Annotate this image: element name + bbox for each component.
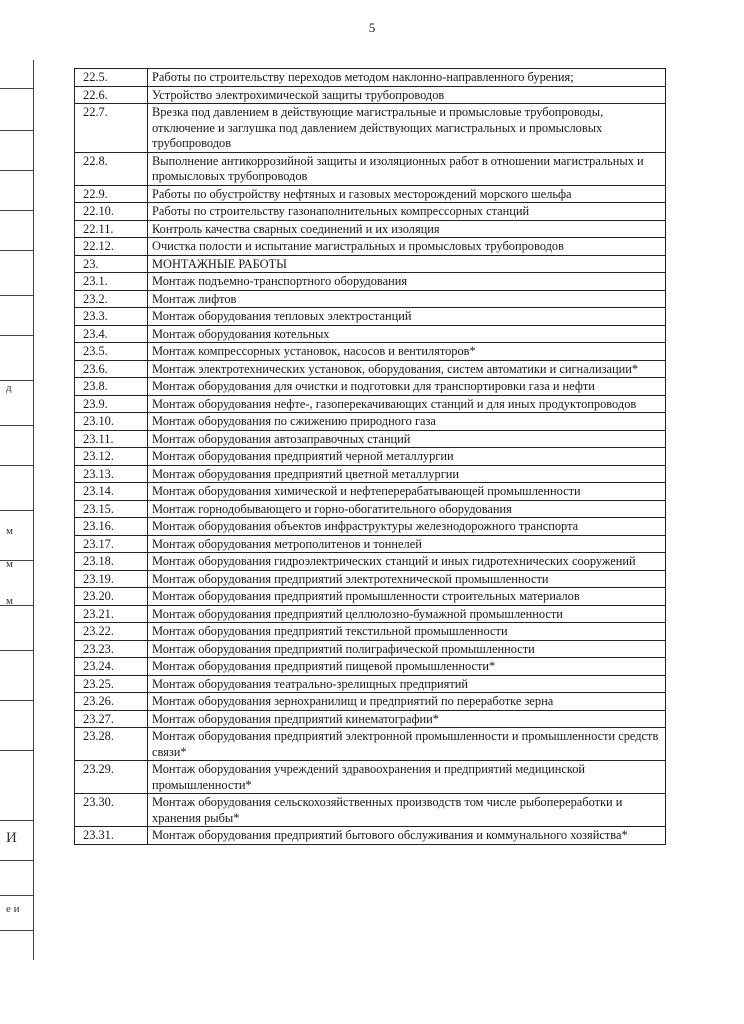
item-number: 23.8. — [75, 378, 148, 396]
table-row — [75, 693, 666, 711]
bleed-char: И — [6, 830, 17, 846]
item-description: Монтаж оборудования предприятий электронной промышленности и промышленности средств связи* — [148, 728, 666, 761]
item-number: 23.19. — [75, 570, 148, 588]
item-number: 22.9. — [75, 185, 148, 203]
bleed-line — [0, 510, 34, 511]
bleed-line — [0, 465, 34, 466]
table-row — [75, 255, 666, 273]
table-row — [75, 238, 666, 256]
item-description: Монтаж оборудования предприятий электротехнической промышленности — [148, 570, 666, 588]
item-description: Монтаж оборудования предприятий черной металлургии — [148, 448, 666, 466]
item-number: 23.6. — [75, 360, 148, 378]
item-description: Монтаж оборудования по сжижению природного газа — [148, 413, 666, 431]
table-row — [75, 325, 666, 343]
item-description: Монтаж электротехнических установок, оборудования, систем автоматики и сигнализации* — [148, 360, 666, 378]
item-number: 23.21. — [75, 605, 148, 623]
item-number: 23.23. — [75, 640, 148, 658]
item-description: Работы по строительству переходов методом наклонно-направленного бурения; — [148, 69, 666, 87]
item-description: Монтаж оборудования химической и нефтеперерабатывающей промышленности — [148, 483, 666, 501]
page-number: 5 — [368, 20, 376, 35]
item-description: Монтаж оборудования предприятий пищевой промышленности* — [148, 658, 666, 676]
item-number: 23.20. — [75, 588, 148, 606]
bleed-line — [0, 700, 34, 701]
table-row — [75, 308, 666, 326]
works-table — [74, 68, 666, 845]
item-number: 23.4. — [75, 325, 148, 343]
item-description: Монтаж оборудования автозаправочных станций — [148, 430, 666, 448]
bleed-line — [0, 380, 34, 381]
table-row — [75, 794, 666, 827]
item-description: Работы по строительству газонаполнительных компрессорных станций — [148, 203, 666, 221]
item-description: Очистка полости и испытание магистральных и промысловых трубопроводов — [148, 238, 666, 256]
item-description: Монтаж оборудования предприятий целлюлозно-бумажной промышленности — [148, 605, 666, 623]
item-description: Монтаж оборудования предприятий текстильной промышленности — [148, 623, 666, 641]
item-description: Врезка под давлением в действующие магистральные и промысловые трубопроводы, отключение и заглушка под давлением действующих магистральных и промысловых трубопроводов — [148, 104, 666, 153]
item-description: МОНТАЖНЫЕ РАБОТЫ — [148, 255, 666, 273]
item-number: 22.5. — [75, 69, 148, 87]
item-number: 23.3. — [75, 308, 148, 326]
table-row — [75, 430, 666, 448]
bleed-line — [0, 820, 34, 821]
item-description: Монтаж оборудования сельскохозяйственных производств том числе рыбопереработки и хранения рыбы* — [148, 794, 666, 827]
bleed-line — [0, 750, 34, 751]
table-row — [75, 553, 666, 571]
table-row — [75, 710, 666, 728]
item-description: Монтаж оборудования тепловых электростанций — [148, 308, 666, 326]
item-description: Монтаж горнодобывающего и горно-обогатительного оборудования — [148, 500, 666, 518]
item-description: Монтаж оборудования объектов инфраструктуры железнодорожного транспорта — [148, 518, 666, 536]
item-description: Монтаж оборудования предприятий промышленности строительных материалов — [148, 588, 666, 606]
item-description: Монтаж оборудования предприятий полиграфической промышленности — [148, 640, 666, 658]
bleed-char: д — [6, 382, 12, 394]
item-description: Монтаж оборудования гидроэлектрических станций и иных гидротехнических сооружений — [148, 553, 666, 571]
bleed-char: м — [6, 595, 13, 607]
item-description: Монтаж оборудования предприятий бытового обслуживания и коммунального хозяйства* — [148, 827, 666, 845]
item-number: 23.18. — [75, 553, 148, 571]
item-description: Контроль качества сварных соединений и их изоляция — [148, 220, 666, 238]
item-description: Выполнение антикоррозийной защиты и изоляционных работ в отношении магистральных и промысловых трубопроводов — [148, 152, 666, 185]
table-row — [75, 675, 666, 693]
table-row — [75, 273, 666, 291]
item-number: 23.26. — [75, 693, 148, 711]
table-row — [75, 104, 666, 153]
table-row — [75, 152, 666, 185]
table-row — [75, 535, 666, 553]
item-description: Работы по обустройству нефтяных и газовых месторождений морского шельфа — [148, 185, 666, 203]
item-number: 22.6. — [75, 86, 148, 104]
bleed-line — [0, 425, 34, 426]
item-number: 23.15. — [75, 500, 148, 518]
item-description: Монтаж компрессорных установок, насосов и вентиляторов* — [148, 343, 666, 361]
item-number: 23.13. — [75, 465, 148, 483]
bleed-char: е и — [6, 903, 20, 915]
table-row — [75, 395, 666, 413]
item-number: 23.24. — [75, 658, 148, 676]
table-row — [75, 185, 666, 203]
table-row — [75, 761, 666, 794]
item-description: Монтаж оборудования предприятий цветной металлургии — [148, 465, 666, 483]
item-number: 23.12. — [75, 448, 148, 466]
item-number: 23.14. — [75, 483, 148, 501]
bleed-line — [0, 130, 34, 131]
table-row — [75, 588, 666, 606]
bleed-char: м — [6, 558, 13, 570]
item-description: Монтаж оборудования нефте-, газоперекачивающих станций и для иных продуктопроводов — [148, 395, 666, 413]
table-row — [75, 378, 666, 396]
bleed-line — [0, 895, 34, 896]
item-number: 23.27. — [75, 710, 148, 728]
item-number: 23. — [75, 255, 148, 273]
item-number: 22.7. — [75, 104, 148, 153]
table-row — [75, 500, 666, 518]
table-row — [75, 343, 666, 361]
table-row — [75, 623, 666, 641]
bleed-line — [0, 88, 34, 89]
bleed-line — [0, 250, 34, 251]
table-row — [75, 413, 666, 431]
item-description: Монтаж оборудования зернохранилищ и предприятий по переработке зерна — [148, 693, 666, 711]
table-row — [75, 360, 666, 378]
table-row — [75, 86, 666, 104]
item-description: Монтаж оборудования котельных — [148, 325, 666, 343]
item-number: 23.17. — [75, 535, 148, 553]
bleed-line — [0, 170, 34, 171]
table-row — [75, 483, 666, 501]
table-row — [75, 220, 666, 238]
table-row — [75, 448, 666, 466]
item-description: Монтаж оборудования предприятий кинематографии* — [148, 710, 666, 728]
item-description: Монтаж оборудования театрально-зрелищных предприятий — [148, 675, 666, 693]
item-number: 23.16. — [75, 518, 148, 536]
item-number: 23.31. — [75, 827, 148, 845]
table-row — [75, 640, 666, 658]
item-description: Монтаж оборудования для очистки и подготовки для транспортировки газа и нефти — [148, 378, 666, 396]
bleed-line — [0, 295, 34, 296]
item-number: 23.1. — [75, 273, 148, 291]
item-number: 23.9. — [75, 395, 148, 413]
table-row — [75, 827, 666, 845]
item-description: Монтаж оборудования метрополитенов и тоннелей — [148, 535, 666, 553]
table-row — [75, 203, 666, 221]
item-description: Монтаж оборудования учреждений здравоохранения и предприятий медицинской промышленности* — [148, 761, 666, 794]
item-description: Монтаж подъемно-транспортного оборудования — [148, 273, 666, 291]
item-number: 23.11. — [75, 430, 148, 448]
table-row — [75, 290, 666, 308]
item-description: Монтаж лифтов — [148, 290, 666, 308]
item-number: 23.25. — [75, 675, 148, 693]
table-row — [75, 658, 666, 676]
item-number: 22.12. — [75, 238, 148, 256]
item-number: 23.5. — [75, 343, 148, 361]
item-number: 23.28. — [75, 728, 148, 761]
bleed-line — [0, 860, 34, 861]
item-description: Устройство электрохимической защиты трубопроводов — [148, 86, 666, 104]
item-number: 23.30. — [75, 794, 148, 827]
item-number: 23.2. — [75, 290, 148, 308]
table-row — [75, 69, 666, 87]
bleed-line — [0, 930, 34, 931]
table-row — [75, 605, 666, 623]
bleed-char: м — [6, 525, 13, 537]
bleed-line — [0, 335, 34, 336]
previous-page-bleed — [0, 60, 34, 960]
bleed-line — [0, 650, 34, 651]
table-row — [75, 570, 666, 588]
bleed-line — [0, 210, 34, 211]
item-number: 23.22. — [75, 623, 148, 641]
item-number: 22.8. — [75, 152, 148, 185]
item-number: 23.10. — [75, 413, 148, 431]
item-number: 22.10. — [75, 203, 148, 221]
table-row — [75, 518, 666, 536]
item-number: 23.29. — [75, 761, 148, 794]
item-number: 22.11. — [75, 220, 148, 238]
table-row — [75, 465, 666, 483]
table-row — [75, 728, 666, 761]
